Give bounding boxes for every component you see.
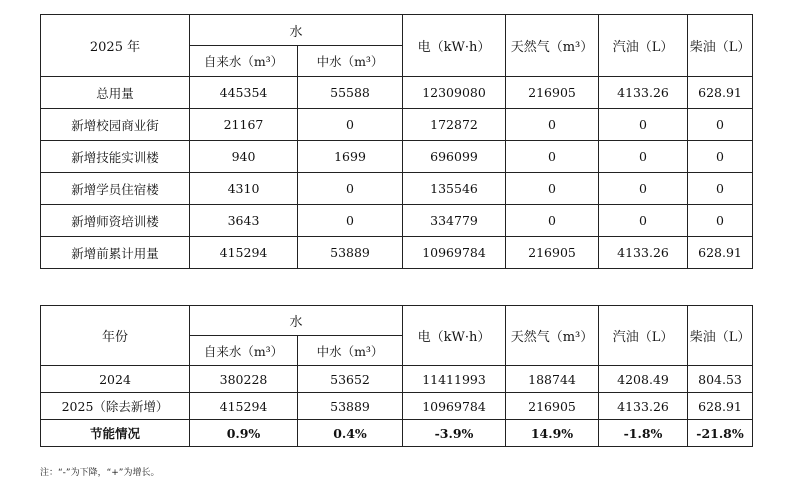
table-cell: 135546	[403, 173, 506, 205]
table-cell: 415294	[190, 237, 298, 269]
table-cell: 628.91	[688, 393, 753, 420]
table-cell: 628.91	[688, 77, 753, 109]
table-cell: 0	[506, 141, 599, 173]
table-cell: 0	[599, 173, 688, 205]
table-row	[41, 237, 753, 269]
table-cell: 55588	[298, 77, 403, 109]
table-cell: 0	[688, 173, 753, 205]
table-cell: 380228	[190, 366, 298, 393]
row-label: 新增前累计用量	[41, 237, 190, 269]
reclaimed-water-header: 中水（m³）	[298, 46, 403, 77]
table-cell: 0.9%	[190, 420, 298, 447]
electricity-header: 电（kW·h）	[403, 306, 506, 366]
table-cell: 14.9%	[506, 420, 599, 447]
table-cell: 4310	[190, 173, 298, 205]
table-cell: 10969784	[403, 237, 506, 269]
table-row	[41, 366, 753, 393]
row-label: 总用量	[41, 77, 190, 109]
table-cell: 216905	[506, 77, 599, 109]
table-cell: 0	[298, 109, 403, 141]
gasoline-header: 汽油（L）	[599, 15, 688, 77]
table-row	[41, 205, 753, 237]
reclaimed-water-header: 中水（m³）	[298, 336, 403, 366]
table-cell: 940	[190, 141, 298, 173]
table-row	[41, 173, 753, 205]
row-label: 新增校园商业街	[41, 109, 190, 141]
table-cell: 628.91	[688, 237, 753, 269]
tap-water-header: 自来水（m³）	[190, 336, 298, 366]
table-cell: 0	[506, 109, 599, 141]
table-cell: 216905	[506, 237, 599, 269]
table-cell: 4208.49	[599, 366, 688, 393]
table-cell: 53889	[298, 237, 403, 269]
table-cell: 11411993	[403, 366, 506, 393]
table-cell: 0.4%	[298, 420, 403, 447]
table-cell: 0	[688, 141, 753, 173]
year-header: 年份	[41, 306, 190, 366]
table-cell: 415294	[190, 393, 298, 420]
row-label: 节能情况	[41, 420, 190, 447]
water-header: 水	[190, 15, 403, 46]
row-label: 新增技能实训楼	[41, 141, 190, 173]
table-cell: 188744	[506, 366, 599, 393]
table-cell: 804.53	[688, 366, 753, 393]
table-cell: 0	[506, 205, 599, 237]
row-label: 2025（除去新增）	[41, 393, 190, 420]
table-cell: 0	[599, 141, 688, 173]
footnote: 注：“-”为下降，“+”为增长。	[40, 468, 160, 478]
table-cell: 53652	[298, 366, 403, 393]
gasoline-header: 汽油（L）	[599, 306, 688, 366]
table-cell: 53889	[298, 393, 403, 420]
energy-usage-table-2025	[40, 14, 753, 269]
table-cell: 0	[506, 173, 599, 205]
table-cell: 172872	[403, 109, 506, 141]
table-cell: 0	[298, 205, 403, 237]
table-cell: 10969784	[403, 393, 506, 420]
tap-water-header: 自来水（m³）	[190, 46, 298, 77]
table-cell: 3643	[190, 205, 298, 237]
table-cell: 445354	[190, 77, 298, 109]
natural-gas-header: 天然气（m³）	[506, 306, 599, 366]
table-cell: 4133.26	[599, 77, 688, 109]
table-cell: 12309080	[403, 77, 506, 109]
table-row	[41, 393, 753, 420]
water-header: 水	[190, 306, 403, 336]
row-label: 2024	[41, 366, 190, 393]
table-cell: -21.8%	[688, 420, 753, 447]
table-cell: 1699	[298, 141, 403, 173]
electricity-header: 电（kW·h）	[403, 15, 506, 77]
table-cell: 216905	[506, 393, 599, 420]
table-row	[41, 77, 753, 109]
table-cell: 696099	[403, 141, 506, 173]
table-cell: 0	[688, 109, 753, 141]
table-cell: 334779	[403, 205, 506, 237]
table-cell: 4133.26	[599, 393, 688, 420]
energy-comparison-table	[40, 305, 753, 447]
table-cell: 0	[298, 173, 403, 205]
row-label: 新增师资培训楼	[41, 205, 190, 237]
table-cell: 0	[599, 109, 688, 141]
table-cell: 0	[599, 205, 688, 237]
natural-gas-header: 天然气（m³）	[506, 15, 599, 77]
table-row	[41, 141, 753, 173]
table-cell: 0	[688, 205, 753, 237]
table-cell: -1.8%	[599, 420, 688, 447]
table-row	[41, 109, 753, 141]
table-cell: 4133.26	[599, 237, 688, 269]
table-cell: 21167	[190, 109, 298, 141]
diesel-header: 柴油（L）	[688, 306, 753, 366]
year-header: 2025 年	[41, 15, 190, 77]
diesel-header: 柴油（L）	[688, 15, 753, 77]
row-label: 新增学员住宿楼	[41, 173, 190, 205]
table-row	[41, 420, 753, 447]
table-cell: -3.9%	[403, 420, 506, 447]
